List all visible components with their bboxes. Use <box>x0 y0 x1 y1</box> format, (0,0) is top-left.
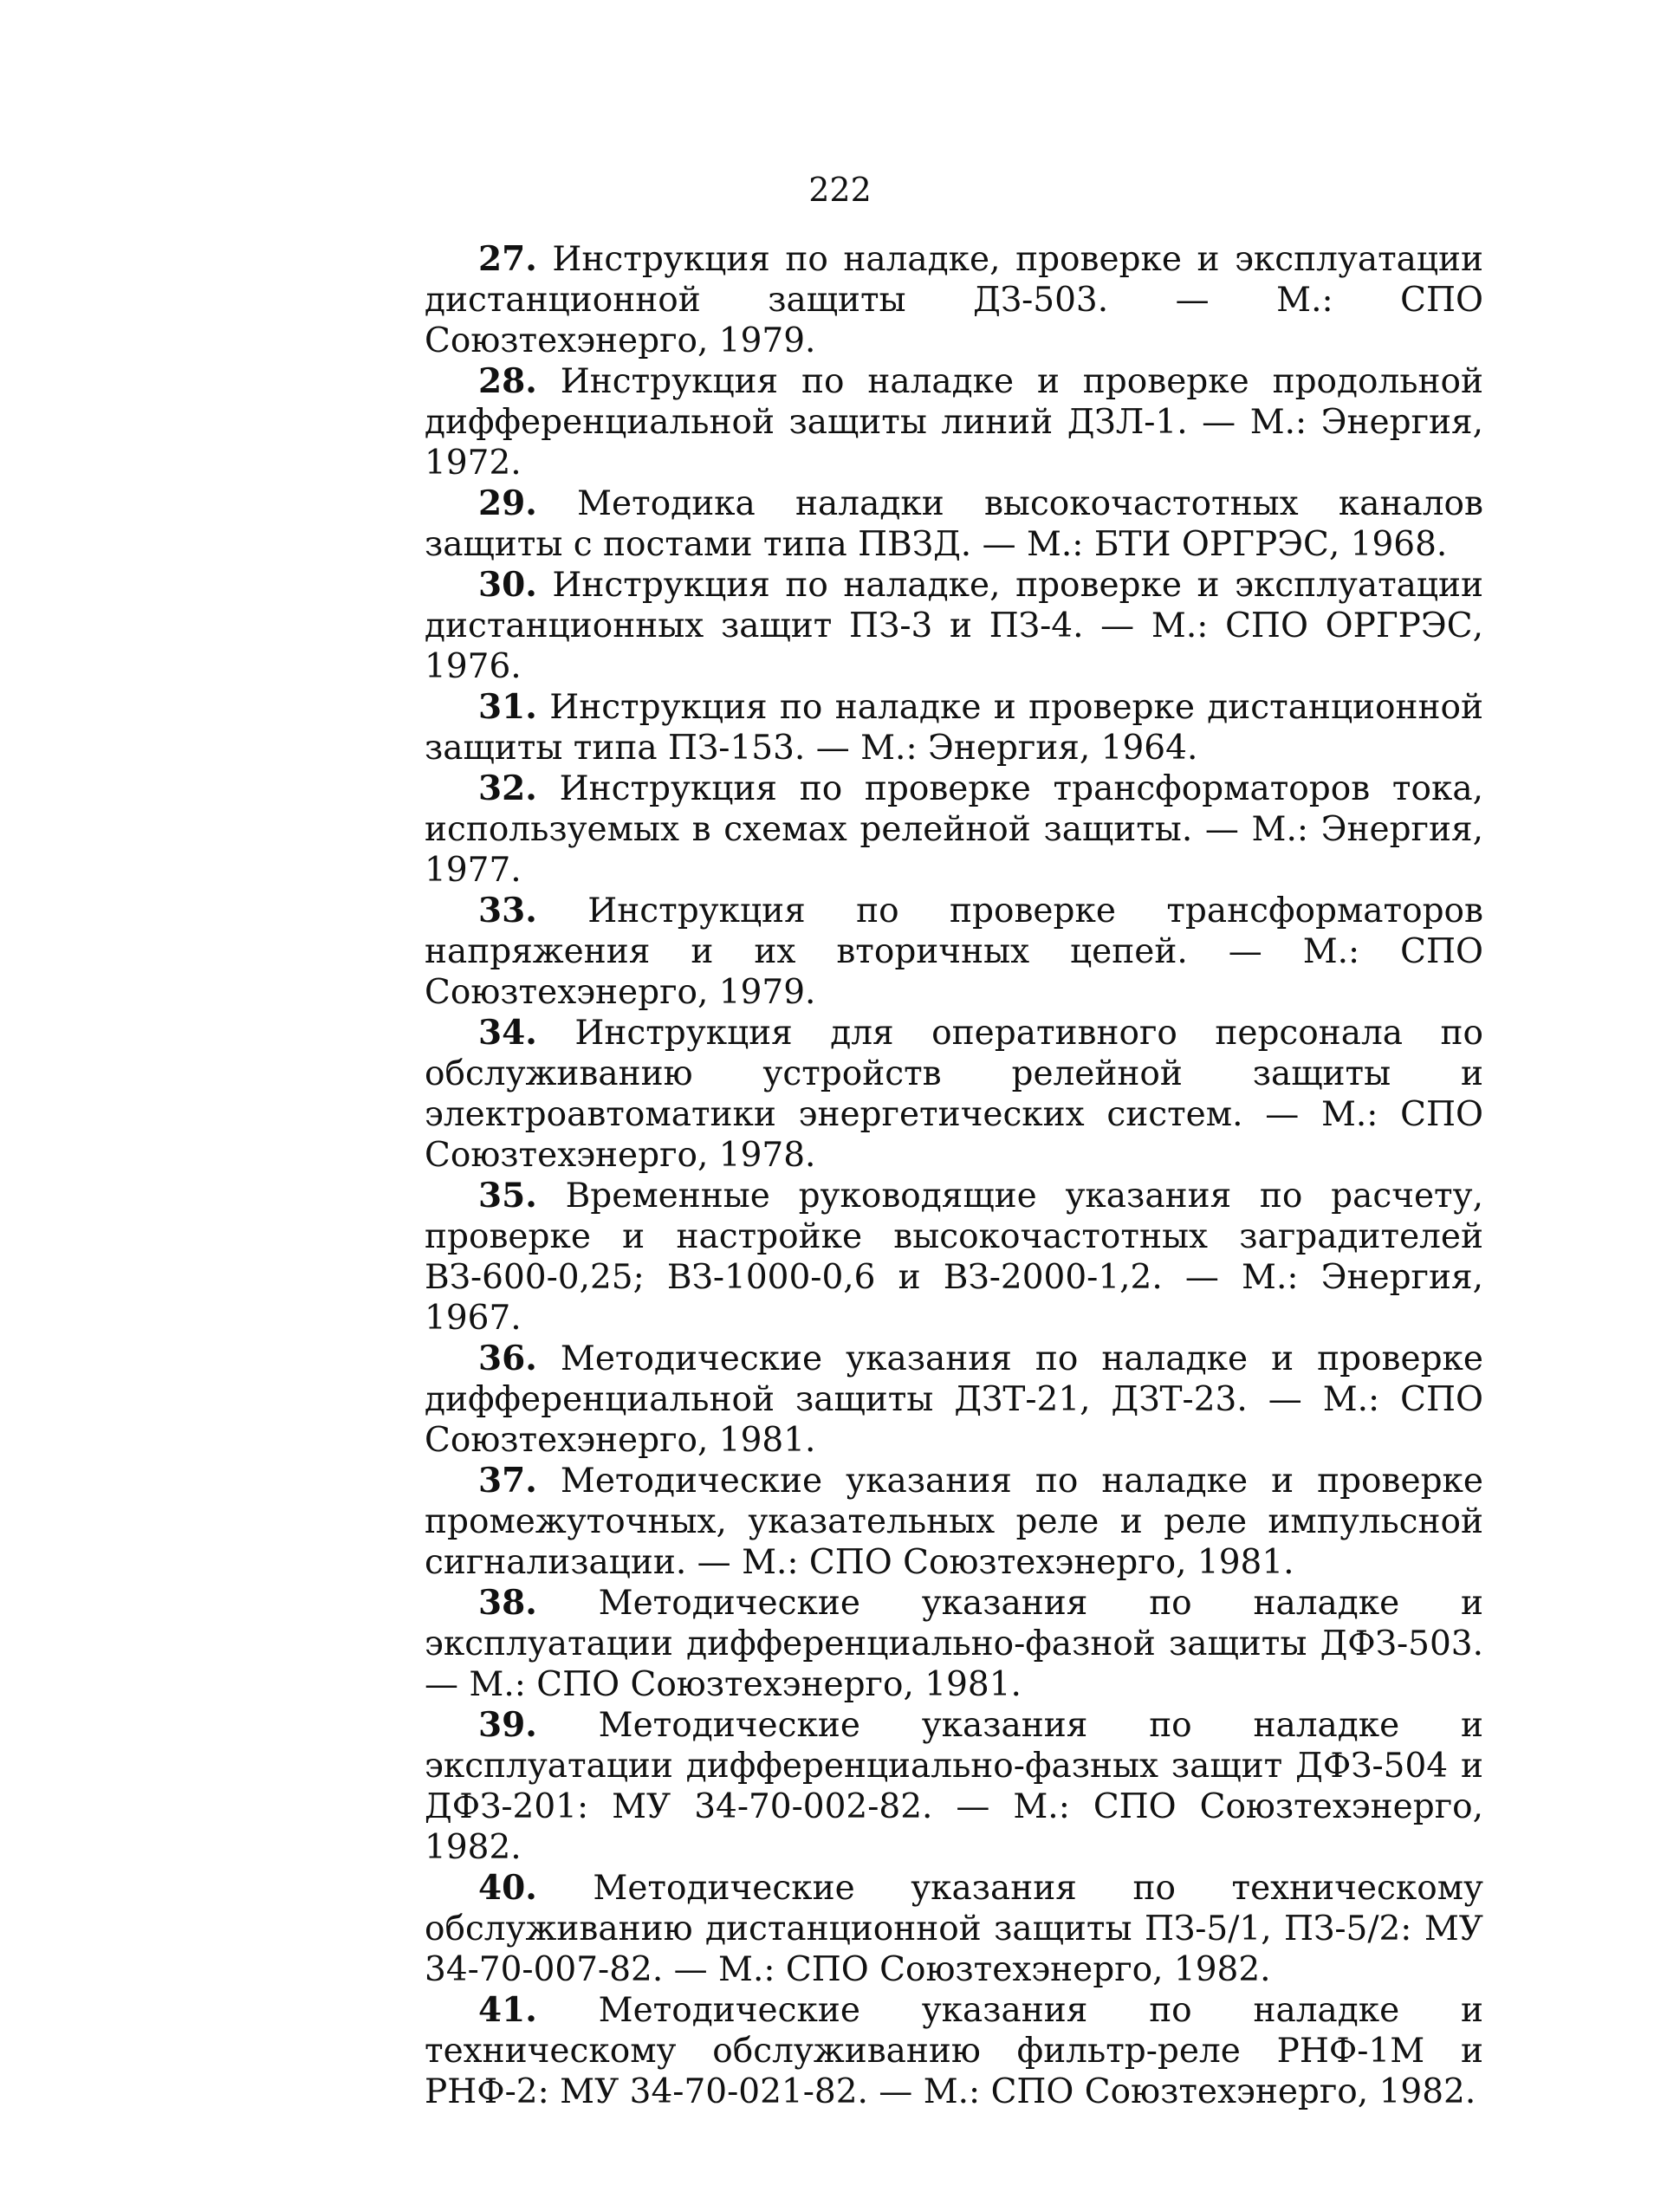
reference-item <box>425 1339 1483 1461</box>
reference-number: 38. <box>478 1583 537 1623</box>
reference-number: 31. <box>478 687 537 727</box>
reference-item <box>425 1461 1483 1583</box>
reference-item <box>425 361 1483 483</box>
reference-item <box>425 1583 1483 1705</box>
reference-item <box>425 239 1483 361</box>
reference-number: 29. <box>478 483 537 523</box>
reference-text: Методические указания по техническому обслуживанию дистанционной защиты ПЗ-5/1, ПЗ-5/2: МУ 34-70-007-82. — М.: СПО Союзтехэнерго, 1982. <box>425 1869 1483 1989</box>
reference-item <box>425 1868 1483 1990</box>
reference-text: Методические указания по наладке и эксплуатации дифференциально-фазной защиты ДФЗ-503. — М.: СПО Союзтехэнерго, 1981. <box>425 1584 1483 1704</box>
reference-item <box>425 1705 1483 1868</box>
reference-item <box>425 768 1483 891</box>
reference-item <box>425 687 1483 768</box>
reference-number: 28. <box>478 361 537 401</box>
page-number: 222 <box>808 171 872 209</box>
reference-text: Временные руководящие указания по расчету, проверке и настройке высокочастотных заградителей ВЗ-600-0,25; ВЗ-1000-0,6 и ВЗ-2000-1,2. — М.: Энергия, 1967. <box>425 1177 1483 1338</box>
reference-number: 36. <box>478 1339 537 1378</box>
reference-text: Инструкция по проверке трансформаторов тока, используемых в схемах релейной защиты. — М.: Энергия, 1977. <box>425 769 1483 890</box>
reference-number: 41. <box>478 1990 537 2030</box>
reference-number: 30. <box>478 565 537 605</box>
reference-number: 32. <box>478 768 537 808</box>
reference-text: Методические указания по наладке и техническому обслуживанию фильтр-реле РНФ-1М и РНФ-2: МУ 34-70-021-82. — М.: СПО Союзтехэнерго, 1982. <box>425 1991 1483 2111</box>
reference-text: Методические указания по наладке и проверке промежуточных, указательных реле и реле импульсной сигнализации. — М.: СПО Союзтехэнерго, 1981. <box>425 1462 1483 1582</box>
reference-item <box>425 565 1483 687</box>
reference-text: Методические указания по наладке и эксплуатации дифференциально-фазных защит ДФЗ-504 и ДФЗ-201: МУ 34-70-002-82. — М.: СПО Союзтехэнерго, 1982. <box>425 1706 1483 1867</box>
reference-number: 37. <box>478 1461 537 1501</box>
reference-number: 33. <box>478 891 537 930</box>
reference-text: Методические указания по наладке и проверке дифференциальной защиты ДЗТ-21, ДЗТ-23. — М.: СПО Союзтехэнерго, 1981. <box>425 1339 1483 1460</box>
reference-text: Методика наладки высокочастотных каналов защиты с постами типа ПВЗД. — М.: БТИ ОРГРЭС, 1968. <box>425 484 1483 564</box>
reference-list <box>425 239 1483 2112</box>
reference-text: Инструкция по наладке, проверке и эксплуатации дистанционной защиты ДЗ-503. — М.: СПО Союзтехэнерго, 1979. <box>425 240 1483 360</box>
reference-number: 27. <box>478 239 537 279</box>
reference-item <box>425 1990 1483 2112</box>
reference-item <box>425 891 1483 1013</box>
reference-item <box>425 1013 1483 1176</box>
reference-number: 40. <box>478 1868 537 1908</box>
reference-item <box>425 1176 1483 1339</box>
reference-number: 35. <box>478 1176 537 1216</box>
reference-number: 39. <box>478 1705 537 1745</box>
reference-number: 34. <box>478 1013 537 1053</box>
reference-text: Инструкция по наладке, проверке и эксплуатации дистанционных защит ПЗ-3 и ПЗ-4. — М.: СПО ОРГРЭС, 1976. <box>425 566 1483 686</box>
reference-text: Инструкция по проверке трансформаторов напряжения и их вторичных цепей. — М.: СПО Союзтехэнерго, 1979. <box>425 892 1483 1012</box>
reference-text: Инструкция по наладке и проверке дистанционной защиты типа ПЗ-153. — М.: Энергия, 1964. <box>425 688 1483 768</box>
reference-text: Инструкция по наладке и проверке продольной дифференциальной защиты линий ДЗЛ-1. — М.: Энергия, 1972. <box>425 362 1483 483</box>
reference-text: Инструкция для оперативного персонала по обслуживанию устройств релейной защиты и электроавтоматики энергетических систем. — М.: СПО Союзтехэнерго, 1978. <box>425 1014 1483 1175</box>
reference-item <box>425 483 1483 565</box>
